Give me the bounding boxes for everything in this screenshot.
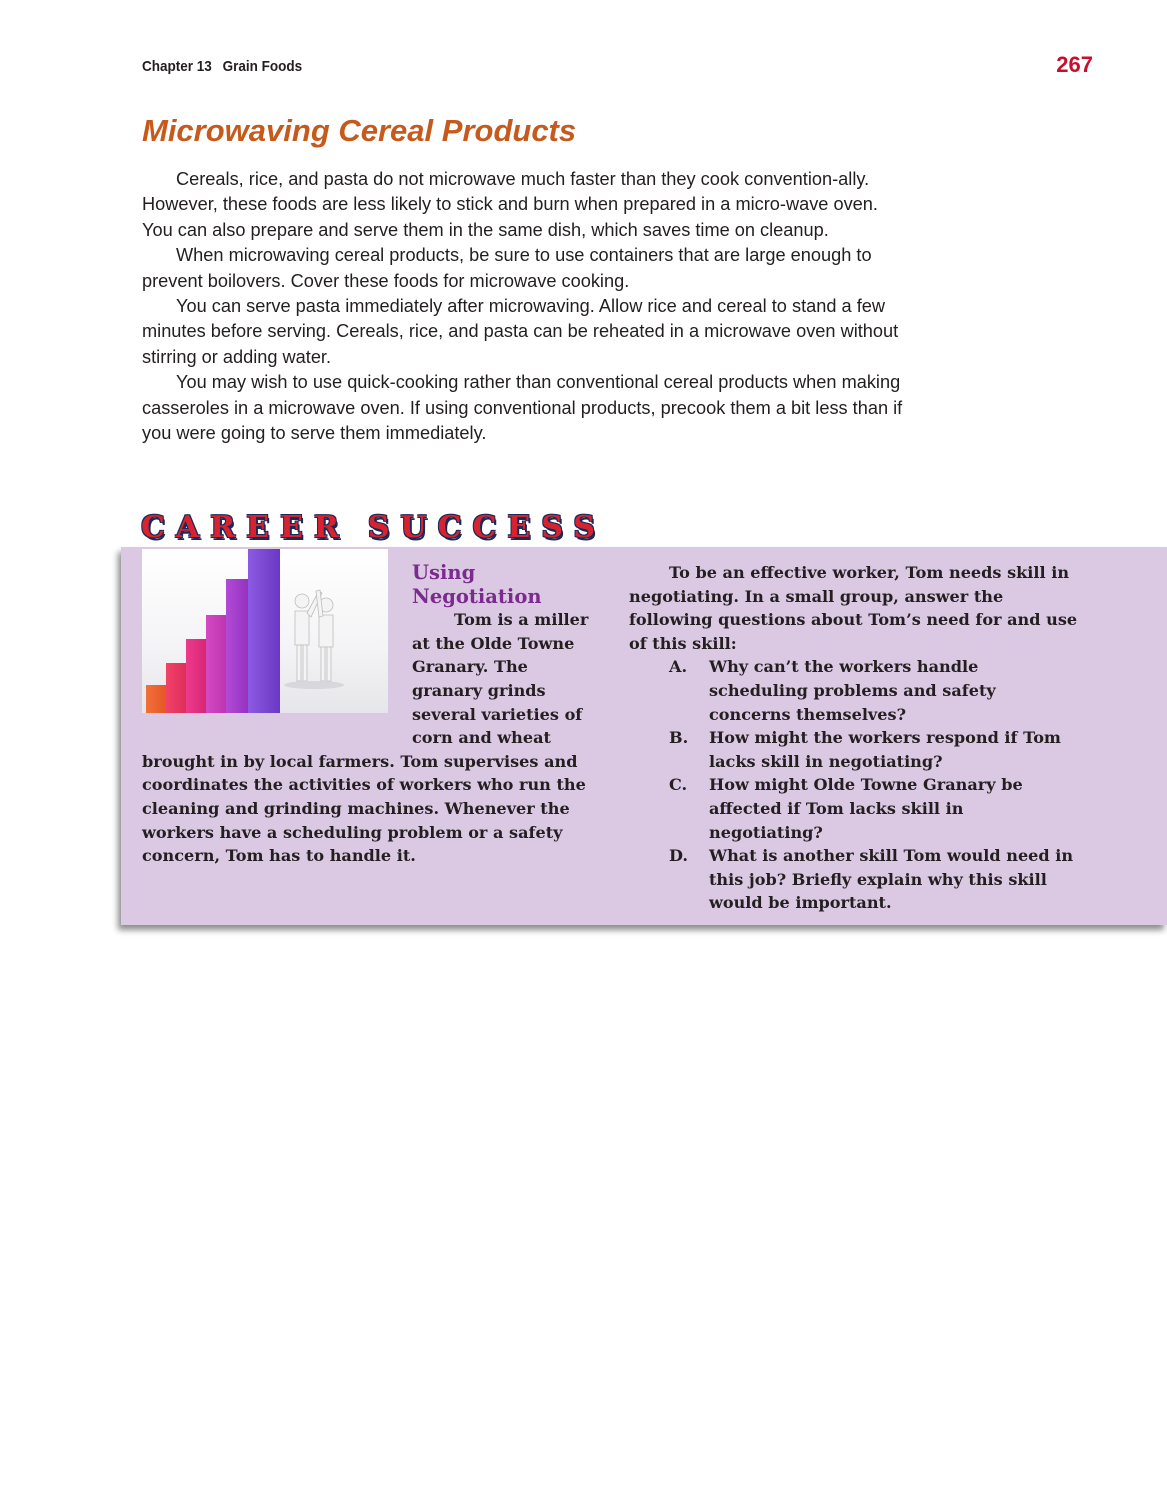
feature-story: Tom is a miller at the Olde Towne Granary. The granary grinds several varieties of corn and wheat brought in by local farmers. Tom supervises and coordinates the activities of workers who run the cleaning and grinding machines. Whenever the workers have a scheduling problem or a safety concern, Tom has to handle it.	[142, 610, 589, 866]
section-heading: Microwaving Cereal Products	[142, 113, 577, 148]
feature-title: Using Negotiation	[412, 561, 542, 608]
feature-questions-column	[629, 561, 1081, 915]
question-text: What is another skill Tom would need in this job? Briefly explain why this skill would be important.	[709, 846, 1074, 913]
list-item	[629, 773, 1081, 844]
banner-word-career: CAREER	[141, 510, 350, 545]
career-feature-box	[121, 547, 1167, 925]
question-letter: B.	[669, 728, 689, 748]
list-item	[629, 844, 1081, 915]
feature-story-column	[142, 561, 602, 868]
question-text: Why can’t the workers handle scheduling problems and safety concerns themselves?	[709, 657, 996, 724]
banner-word-success: SUCCESS	[367, 510, 606, 545]
question-letter: D.	[669, 846, 688, 866]
running-head	[142, 58, 302, 75]
question-letter: C.	[669, 775, 688, 795]
chapter-number: Chapter 13	[142, 58, 212, 75]
question-text: How might the workers respond if Tom lacks skill in negotiating?	[709, 728, 1061, 771]
chapter-title: Grain Foods	[222, 58, 303, 75]
question-list	[629, 655, 1081, 915]
career-success-banner	[141, 510, 606, 545]
page-number: 267	[1056, 52, 1093, 77]
paragraph: Cereals, rice, and pasta do not microwave much faster than they cook convention-ally. However, these foods are less likely to stick and burn when prepared in a micro-wave oven. You can also prepare and serve them in the same dish, which saves time on cleanup.	[142, 169, 878, 240]
paragraph: When microwaving cereal products, be sure to use containers that are large enough to prevent boilovers. Cover these foods for microwave cooking.	[142, 245, 872, 291]
paragraph: You can serve pasta immediately after microwaving. Allow rice and cereal to stand a few minutes before serving. Cereals, rice, and pasta can be reheated in a microwave oven without stirring or adding water.	[142, 296, 899, 367]
question-text: How might Olde Towne Granary be affected if Tom lacks skill in negotiating?	[709, 775, 1023, 842]
question-letter: A.	[669, 657, 688, 677]
body-text	[142, 167, 907, 446]
list-item	[629, 655, 1081, 726]
questions-lead: To be an effective worker, Tom needs skill in negotiating. In a small group, answer the following questions about Tom’s need for and use of this skill:	[629, 563, 1078, 653]
list-item	[629, 726, 1081, 773]
paragraph: You may wish to use quick-cooking rather than conventional cereal products when making casseroles in a microwave oven. If using conventional products, precook them a bit less than if you were going to serve them immediately.	[142, 372, 903, 444]
